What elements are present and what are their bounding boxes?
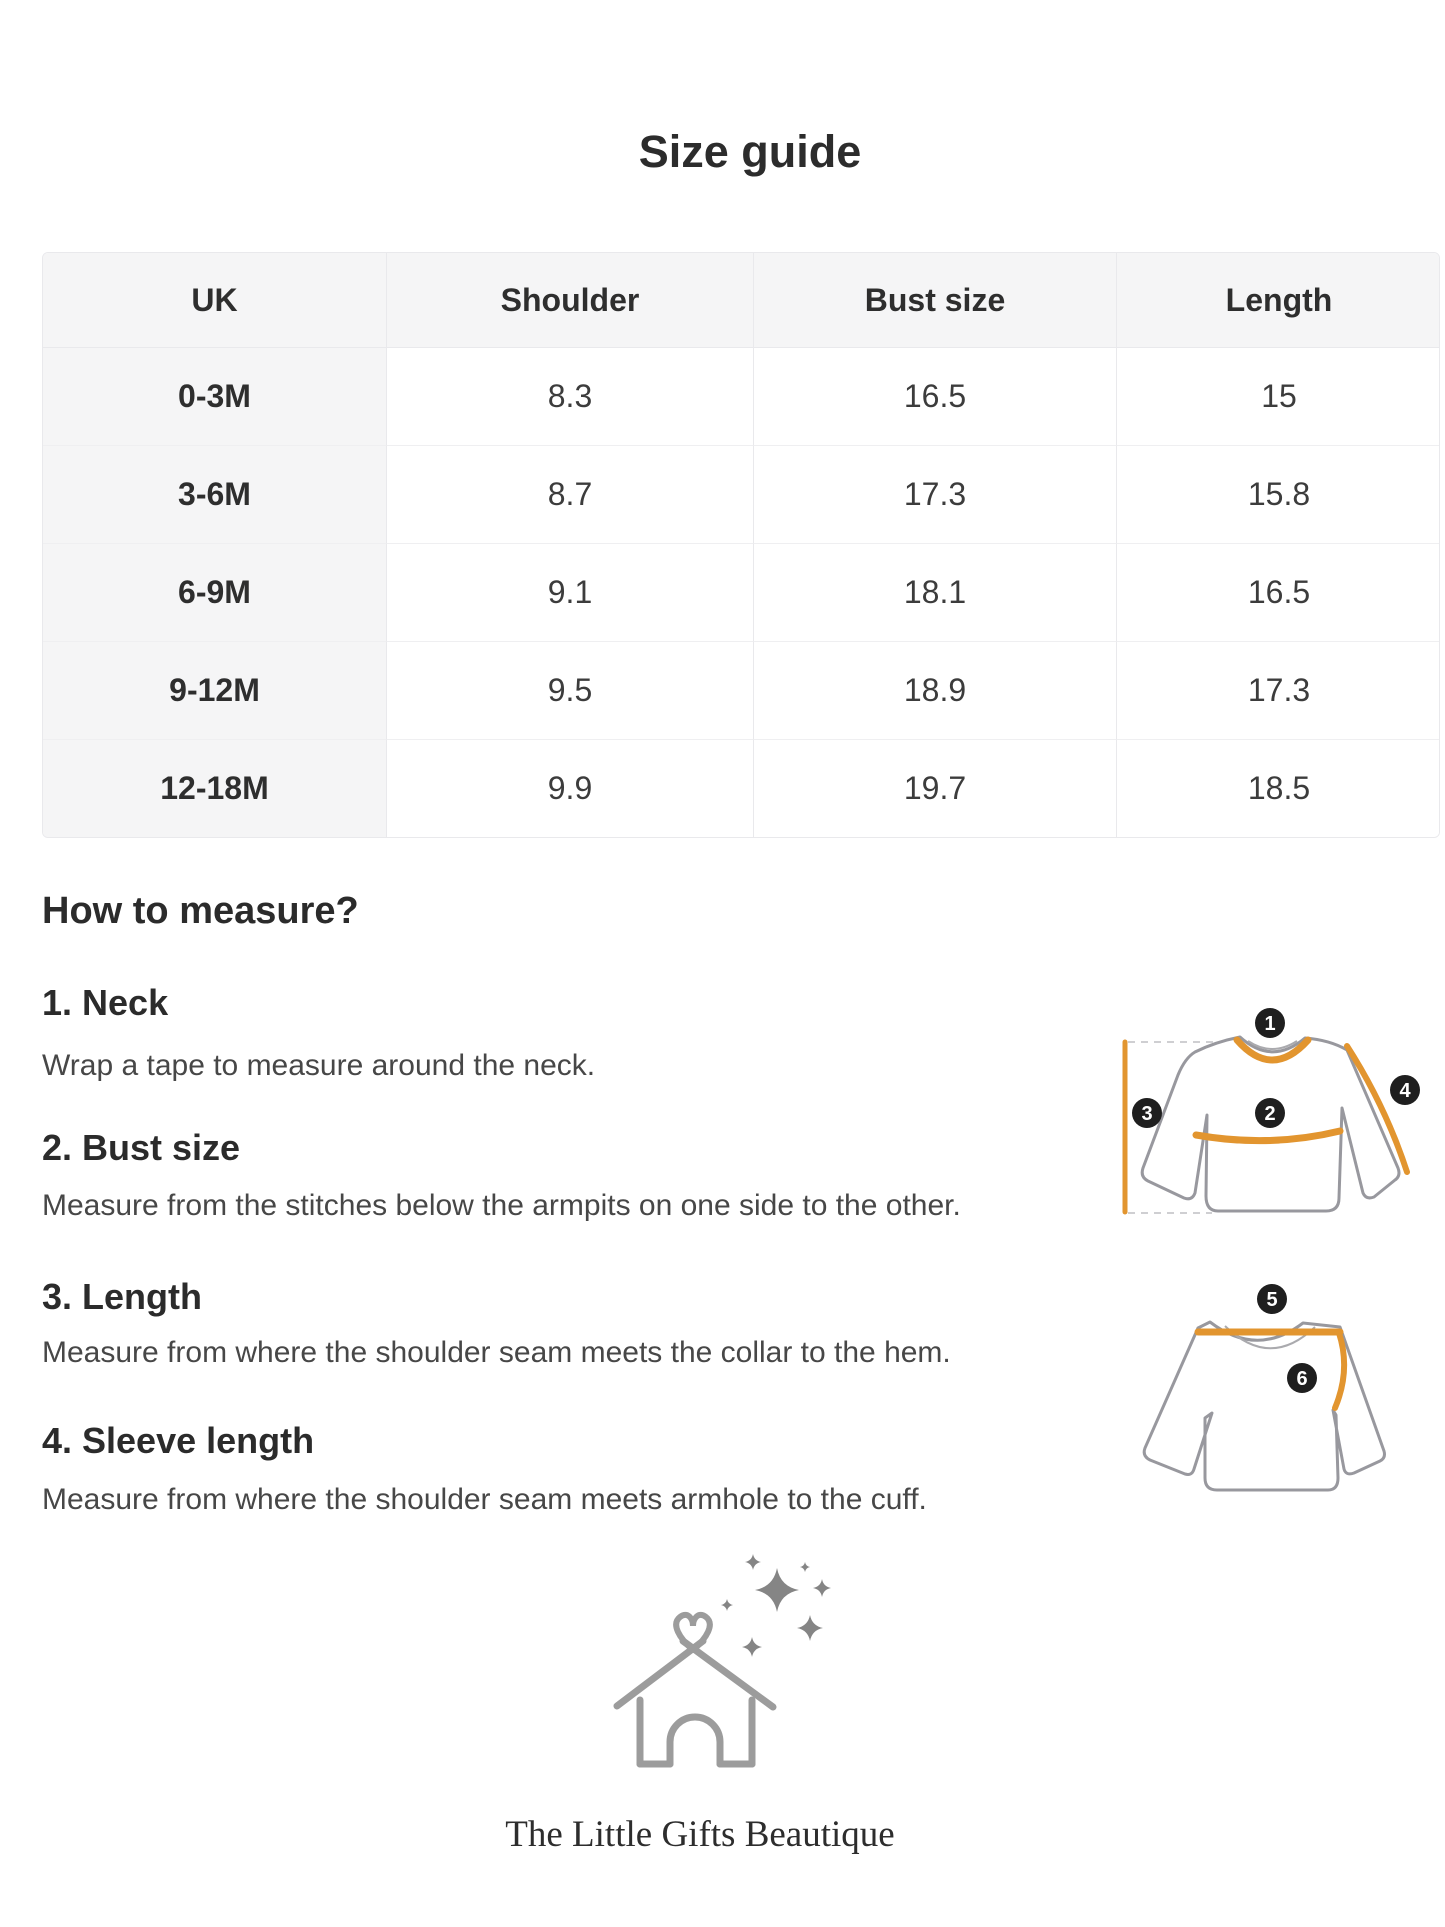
measurement-cell: 18.9 xyxy=(753,642,1116,740)
svg-text:5: 5 xyxy=(1266,1289,1278,1311)
table-row xyxy=(43,740,1440,837)
size-table-scroll-area[interactable] xyxy=(42,252,1440,838)
column-header: Bust size xyxy=(753,253,1116,348)
svg-text:3: 3 xyxy=(1141,1103,1153,1125)
size-label-cell: 12-18M xyxy=(43,740,386,837)
svg-text:2: 2 xyxy=(1264,1103,1276,1125)
shirt-front-diagram-icon xyxy=(1100,1000,1445,1240)
step-title-bust: 2. Bust size xyxy=(42,1127,241,1168)
step-description-bust: Measure from the stitches below the armpits on one side to the other. xyxy=(42,1189,961,1222)
step-title-neck: 1. Neck xyxy=(42,982,169,1023)
size-label-cell: 0-3M xyxy=(43,348,386,446)
step-description-length: Measure from where the shoulder seam meets the collar to the hem. xyxy=(42,1336,951,1369)
measurement-cell: 8.7 xyxy=(386,446,753,544)
marker-3 xyxy=(1132,1098,1162,1128)
svg-text:6: 6 xyxy=(1296,1368,1308,1390)
measurement-cell: 16.5 xyxy=(1116,544,1440,642)
measurement-cell: 8.3 xyxy=(386,348,753,446)
door-arch xyxy=(670,1717,720,1764)
sparkle-icon xyxy=(721,1554,831,1657)
column-header: Shoulder xyxy=(386,253,753,348)
measurement-cell: 16.5 xyxy=(753,348,1116,446)
measurement-cell: 9.5 xyxy=(386,642,753,740)
brand-logo-house-icon xyxy=(585,1542,845,1787)
table-row xyxy=(43,642,1440,740)
measurement-cell: 17.3 xyxy=(753,446,1116,544)
svg-text:1: 1 xyxy=(1264,1013,1276,1035)
measurement-cell: 17.3 xyxy=(1116,642,1440,740)
marker-4 xyxy=(1390,1075,1420,1105)
marker-5 xyxy=(1257,1284,1287,1314)
brand-name: The Little Gifts Beautique xyxy=(505,1814,895,1855)
table-row xyxy=(43,348,1440,446)
marker-6 xyxy=(1287,1363,1317,1393)
step-description-sleeve: Measure from where the shoulder seam meets armhole to the cuff. xyxy=(42,1483,927,1516)
table-row xyxy=(43,544,1440,642)
size-table-body xyxy=(43,348,1440,837)
marker-2 xyxy=(1255,1098,1285,1128)
measurement-cell: 18.1 xyxy=(753,544,1116,642)
column-header: UK xyxy=(43,253,386,348)
size-label-cell: 6-9M xyxy=(43,544,386,642)
column-header: Length xyxy=(1116,253,1440,348)
size-label-cell: 9-12M xyxy=(43,642,386,740)
step-title-length: 3. Length xyxy=(42,1276,202,1317)
size-table-header xyxy=(43,253,1440,348)
page-title: Size guide xyxy=(638,126,862,177)
shirt-shoulder-diagram-icon xyxy=(1130,1270,1445,1520)
size-table xyxy=(43,253,1440,837)
step-description-neck: Wrap a tape to measure around the neck. xyxy=(42,1049,596,1082)
measurement-cell: 9.1 xyxy=(386,544,753,642)
size-label-cell: 3-6M xyxy=(43,446,386,544)
measurement-cell: 18.5 xyxy=(1116,740,1440,837)
measurement-cell: 9.9 xyxy=(386,740,753,837)
marker-1 xyxy=(1255,1008,1285,1038)
measurement-cell: 15.8 xyxy=(1116,446,1440,544)
svg-text:4: 4 xyxy=(1399,1080,1411,1102)
step-title-sleeve: 4. Sleeve length xyxy=(42,1420,315,1461)
measurement-cell: 19.7 xyxy=(753,740,1116,837)
table-row xyxy=(43,446,1440,544)
measurement-cell: 15 xyxy=(1116,348,1440,446)
how-to-measure-heading: How to measure? xyxy=(42,890,359,932)
house-outline xyxy=(617,1615,773,1764)
